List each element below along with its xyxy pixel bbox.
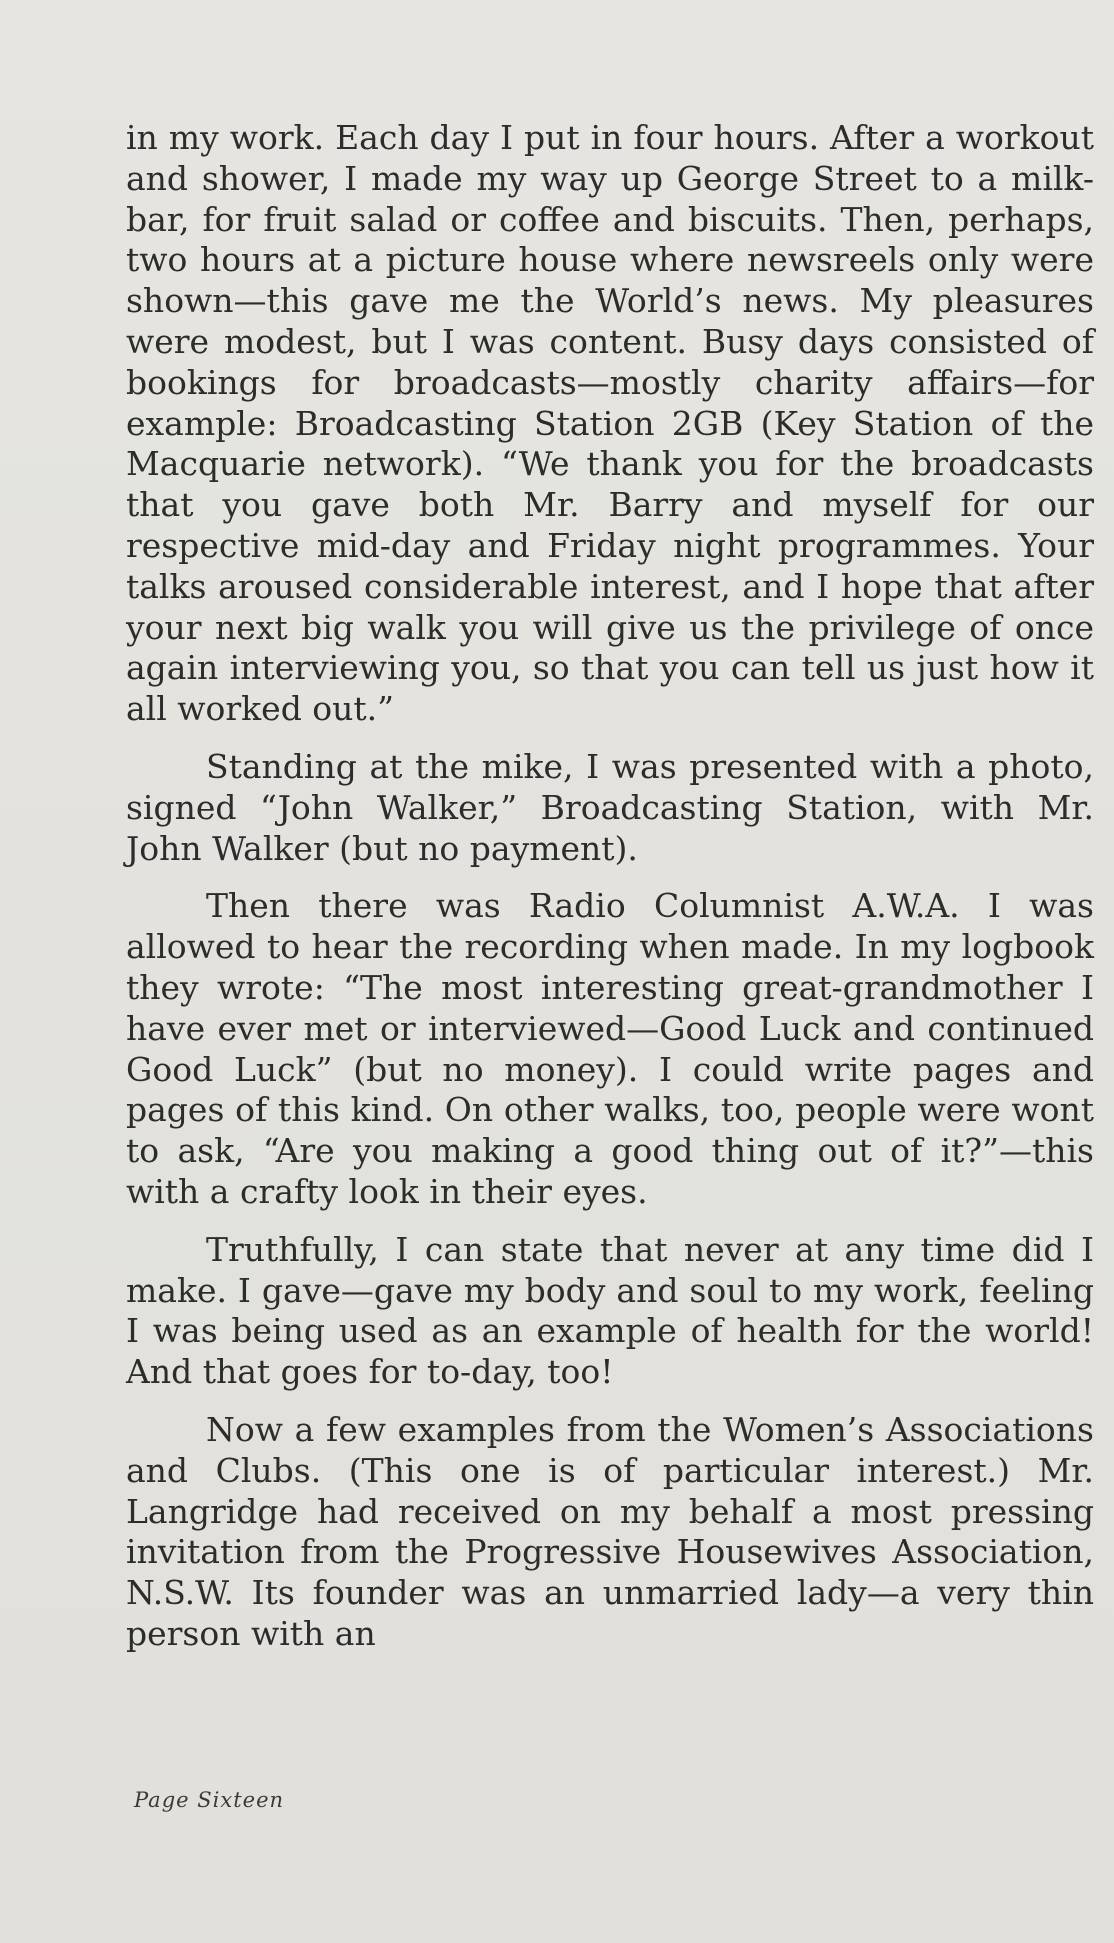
paragraph-3: Then there was Radio Columnist A.W.A. I was allowed to hear the recording when made. In my logbook they wrote: “The most interesting great-grandmother I have ever met or interviewed—Good Luck and continued Good Luck” (but no money). I could write pages and pages of this kind. On other walks, too, people were wont to ask, “Are you making a good thing out of it?”—this with a crafty look in their eyes. — [126, 886, 1094, 1211]
paragraph-4: Truthfully, I can state that never at any time did I make. I gave—gave my body and soul to my work, feeling I was being used as an example of health for the world! And that goes for to-day, too! — [126, 1229, 1094, 1392]
paragraph-2: Standing at the mike, I was presented with a photo, signed “John Walker,” Broadcasting Station, with Mr. John Walker (but no payment). — [126, 746, 1094, 868]
body-text — [126, 118, 1094, 1655]
paragraph-5: Now a few examples from the Women’s Associations and Clubs. (This one is of particular interest.) Mr. Langridge had received on my behalf a most pressing invitation from the Progressive Housewives Association, N.S.W. Its founder was an unmarried lady—a very thin person with an — [126, 1409, 1094, 1653]
paragraph-1: in my work. Each day I put in four hours. After a workout and shower, I made my way up George Street to a milk-bar, for fruit salad or coffee and biscuits. Then, perhaps, two hours at a picture house where newsreels only were shown—this gave me the World’s news. My pleasures were modest, but I was content. Busy days consisted of bookings for broadcasts—mostly charity affairs—for example: Broadcasting Station 2GB (Key Station of the Macquarie network). “We thank you for the broadcasts that you gave both Mr. Barry and myself for our respective mid-day and Friday night programmes. Your talks aroused considerable interest, and I hope that after your next big walk you will give us the privilege of once again interviewing you, so that you can tell us just how it all worked out.” — [126, 118, 1094, 729]
page-number: Page Sixteen — [134, 1788, 285, 1812]
